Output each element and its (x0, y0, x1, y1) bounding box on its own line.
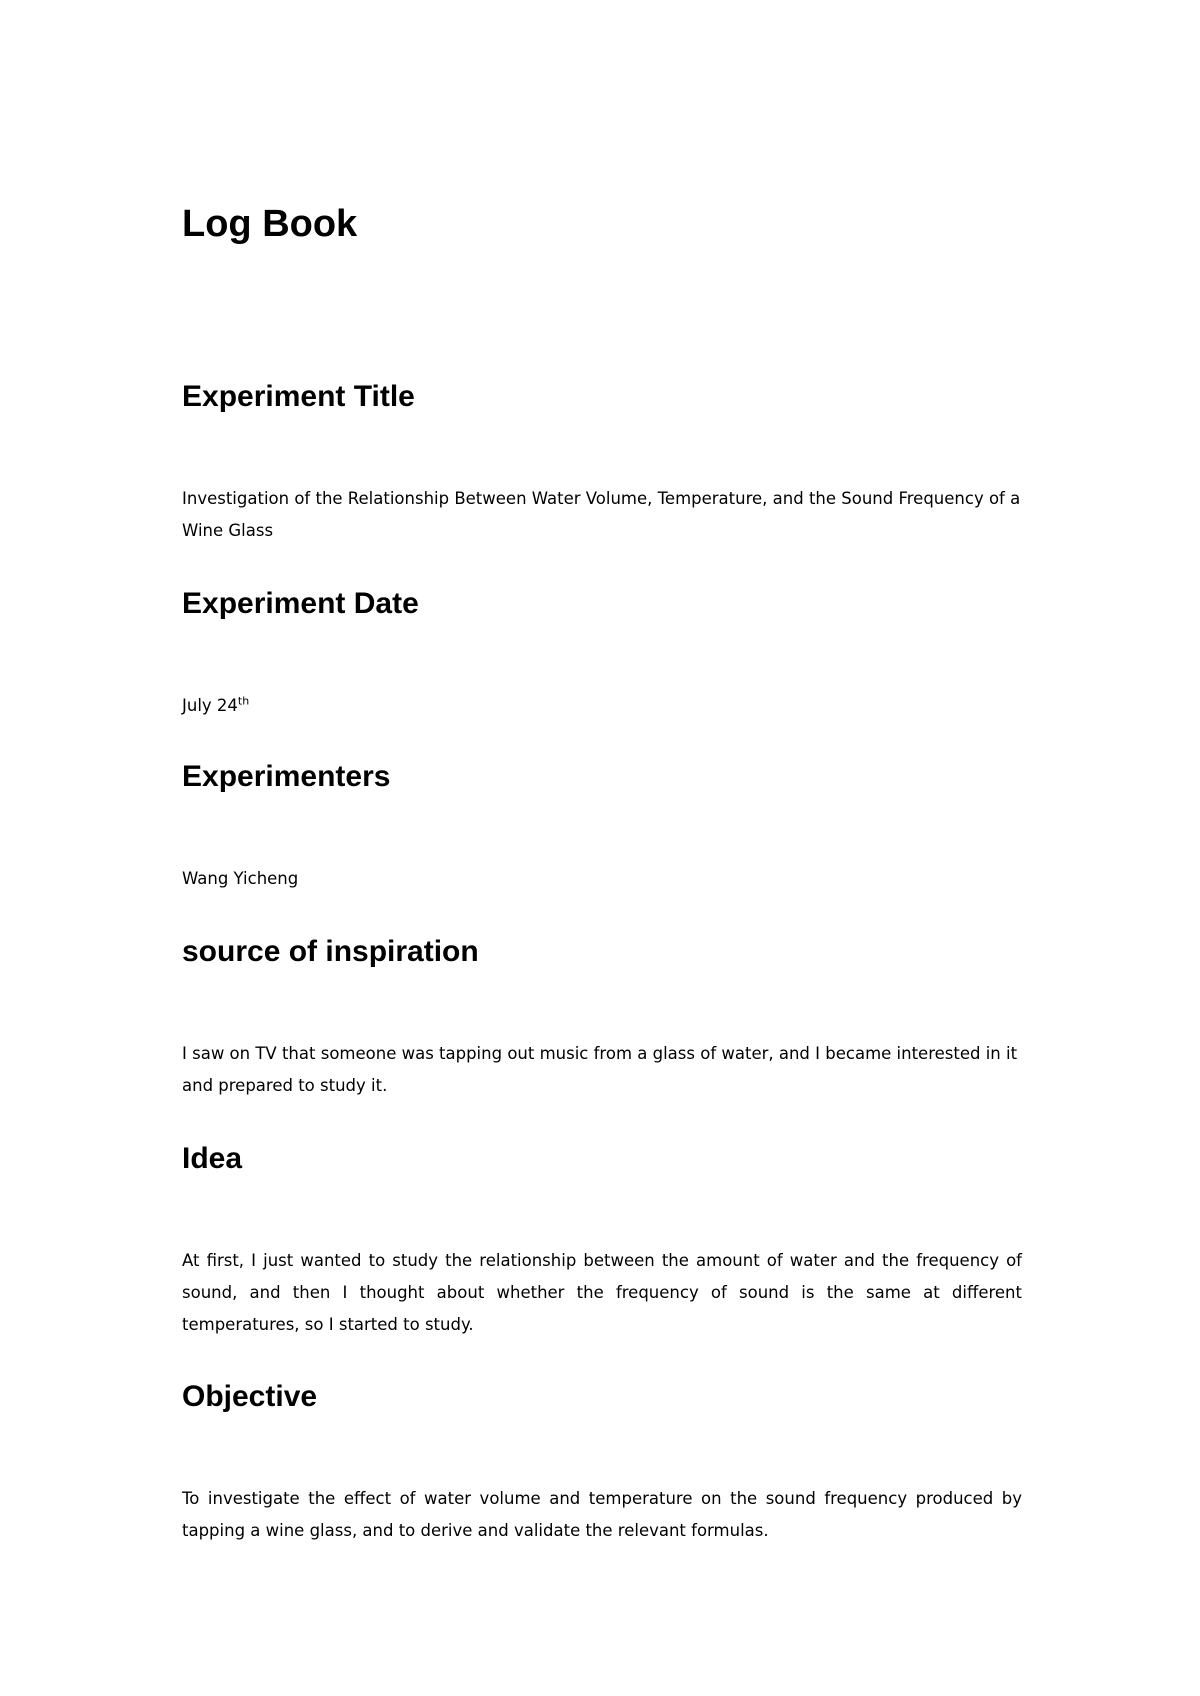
objective-heading: Objective (182, 1380, 318, 1413)
experiment-title-heading: Experiment Title (182, 380, 415, 413)
idea-text: At first, I just wanted to study the relationship between the amount of water and the frequency of sound, and then I thought about whether the frequency of sound is the same at different temperatures, so I started to study. (182, 1251, 1022, 1334)
experiment-date-heading: Experiment Date (182, 587, 419, 620)
objective-text: To investigate the effect of water volume and temperature on the sound frequency produced by tapping a wine glass, and to derive and validate the relevant formulas. (182, 1489, 1022, 1540)
idea-heading: Idea (182, 1142, 243, 1175)
source-of-inspiration-heading: source of inspiration (182, 935, 479, 968)
experimenters-heading: Experimenters (182, 760, 391, 793)
source-of-inspiration-text: I saw on TV that someone was tapping out music from a glass of water, and I became interested in it and prepared to study it. (182, 1044, 1018, 1095)
experiment-date-value: July 24 (182, 696, 238, 715)
experiment-date-suffix: th (237, 694, 250, 708)
document-title: Log Book (182, 203, 358, 245)
experimenters-text: Wang Yicheng (182, 869, 299, 888)
experiment-title-text: Investigation of the Relationship Between Water Volume, Temperature, and the Sound Frequency of a Wine Glass (182, 489, 1021, 540)
experiment-date-text (182, 690, 1022, 722)
